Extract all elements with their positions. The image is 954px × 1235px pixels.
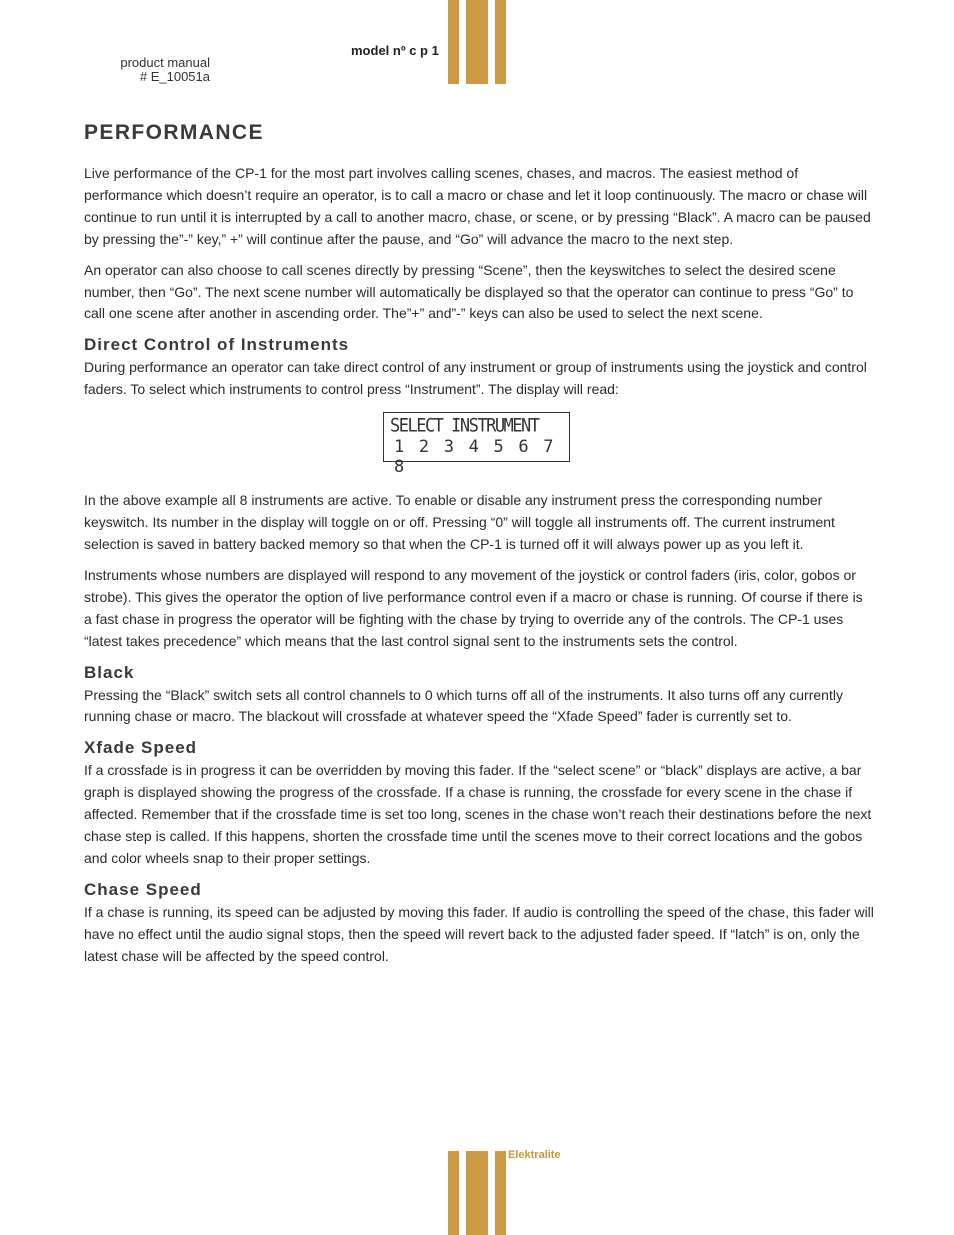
intro-paragraph-1: Live performance of the CP-1 for the most part involves calling scenes, chases, and macros. The easiest method of performance which doesn’t require an operator, is to call a macro or chase and let it loop continuously. The macro or chase will continue to run until it is interrupted by a call to another macro, chase, or scene, or by pressing “Black”. A macro can be paused by pressing the”-” key,” +” will continue after the pause, and “Go” will advance the macro to the next step. [84,165,871,247]
section-heading-direct-control: Direct Control of Instruments [84,335,350,355]
footer-bar-1 [448,1151,459,1235]
section-heading-chase-speed: Chase Speed [84,879,202,899]
lcd-display-figure [84,410,874,481]
header-bar-1 [448,0,459,84]
model-number: model nº c p 1 [351,43,439,58]
black-paragraph: Pressing the “Black” switch sets all control channels to 0 which turns off all of the instruments. It also turns off any currently running chase or macro. The blackout will crossfade at whatever speed the “Xfade Speed” fader is currently set to. [84,686,843,725]
header-bar-2 [466,0,488,84]
header-doc-info [109,56,210,84]
direct-control-paragraph-3: Instruments whose numbers are displayed will respond to any movement of the joystick or control faders (iris, color, gobos or strobe). This gives the operator the option of live performance control even if a macro or chase is running. Of course if there is a fast chase in progress the operator will be fighting with the chase by trying to override any of the controls. The CP-1 uses “latest takes precedence” which means that the last control signal sent to the instruments sets the control. [84,566,863,649]
intro-paragraph-2: An operator can also choose to call scenes directly by pressing “Scene”, then the keyswitches to select the desired scene number, then “Go”. The next scene number will automatically be displayed so that the operator can continue to press “Go” to call one scene after another in ascending order. The”+” and”-” keys can also be used to select the next scene. [84,261,854,322]
direct-control-paragraph-1: During performance an operator can take direct control of any instrument or group of instruments using the joystick and control faders. To select which instruments to control press “Instrument”. The display will read: [84,359,867,398]
brand-name: Elektralite [508,1149,561,1161]
page-title: PERFORMANCE [84,121,264,144]
lcd-line-1: SELECT INSTRUMENT [390,415,539,438]
section-heading-xfade-speed: Xfade Speed [84,738,198,758]
xfade-paragraph: If a crossfade is in progress it can be overridden by moving this fader. If the “select scene” or “black” displays are active, a bar graph is displayed showing the progress of the crossfade. If a chase is running, the crossfade for every scene in the chase if affected. Remember that if the crossfade time is set too long, scenes in the chase won’t reach their destinations before the next chase step is called. If this happens, shorten the crossfade time until the scenes move to their correct locations and the gobos and color wheels snap to their proper settings. [84,762,872,866]
lcd-display [383,412,570,478]
footer-bar-2 [466,1151,488,1235]
direct-control-paragraph-2: In the above example all 8 instruments are active. To enable or disable any instrument press the corresponding number keyswitch. Its number in the display will toggle on or off. Pressing “0” will toggle all instruments off. The current instrument selection is saved in battery backed memory so that when the CP-1 is turned off it will always power up as you left it. [84,492,835,552]
header-bar-3 [495,0,506,84]
section-heading-black: Black [84,662,135,682]
doc-number: # E_10051a [139,69,210,84]
doc-type: product manual [120,55,210,70]
chase-paragraph: If a chase is running, its speed can be adjusted by moving this fader. If audio is controlling the speed of the chase, this fader will have no effect until the audio signal stops, then the speed will revert back to the adjusted fader speed. If “latch” is on, only the latest chase will be affected by the speed control. [84,903,874,964]
footer-bar-3 [495,1151,506,1235]
lcd-line-2: 1 2 3 4 5 6 7 8 [394,437,556,478]
page-content [84,120,874,977]
